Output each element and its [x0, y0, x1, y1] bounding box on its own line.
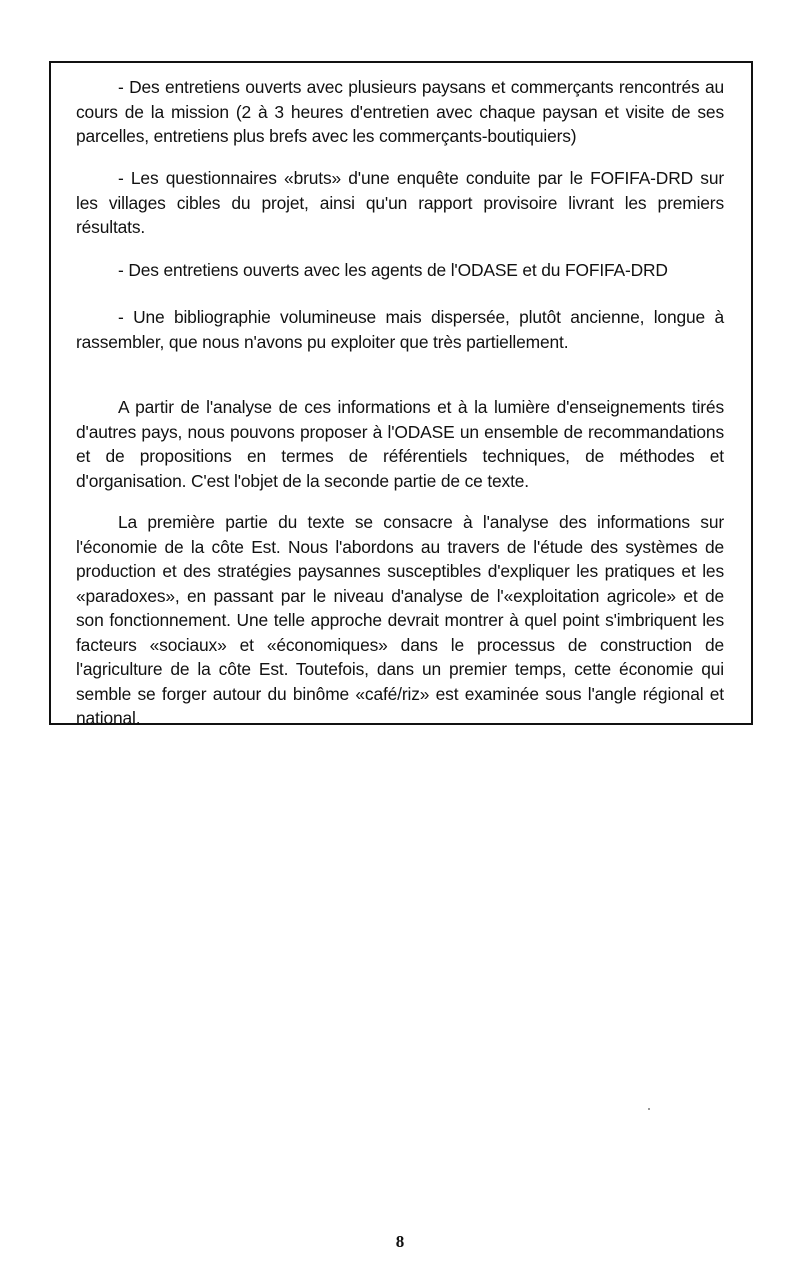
paragraph-questionnaires: - Les questionnaires «bruts» d'une enquête conduite par le FOFIFA-DRD sur les villages cibles du projet, ainsi qu'un rapport provisoire livrant les premiers résultats. [76, 168, 724, 237]
paragraph-recommendations: A partir de l'analyse de ces informations et à la lumière d'enseignements tirés d'autres pays, nous pouvons proposer à l'ODASE un ensemble de recommandations et de propositions en termes de référentiels techniques, de méthodes et d'organisation. C'est l'objet de la seconde partie de ce texte. [76, 397, 724, 491]
paragraph-bibliography: - Une bibliographie volumineuse mais dispersée, plutôt ancienne, longue à rassembler, que nous n'avons pu exploiter que très partiellement. [76, 307, 724, 352]
scan-speck [648, 1108, 650, 1110]
paragraph-interviews-farmers: - Des entretiens ouverts avec plusieurs paysans et commerçants rencontrés au cours de la mission (2 à 3 heures d'entretien avec chaque paysan et visite de ses parcelles, entretiens plus brefs avec les commerçants-boutiquiers) [76, 77, 724, 146]
paragraph-interviews-agents: - Des entretiens ouverts avec les agents de l'ODASE et du FOFIFA-DRD [118, 260, 668, 280]
paragraph-first-part: La première partie du texte se consacre à l'analyse des informations sur l'économie de la côte Est. Nous l'abordons au travers de l'étude des systèmes de production et des stratégies paysannes susceptibles d'expliquer les pratiques et les «paradoxes», en passant par le niveau d'analyse de l'«exploitation agricole» et de son fonctionnement. Une telle approche devrait montrer à quel point s'imbriquent les facteurs «sociaux» et «économiques» dans le processus de construction de l'agriculture de la côte Est. Toutefois, dans un premier temps, cette économie qui semble se forger autour du binôme «café/riz» est examinée sous l'angle régional et national. [76, 512, 724, 728]
page-number: 8 [395, 1232, 405, 1251]
